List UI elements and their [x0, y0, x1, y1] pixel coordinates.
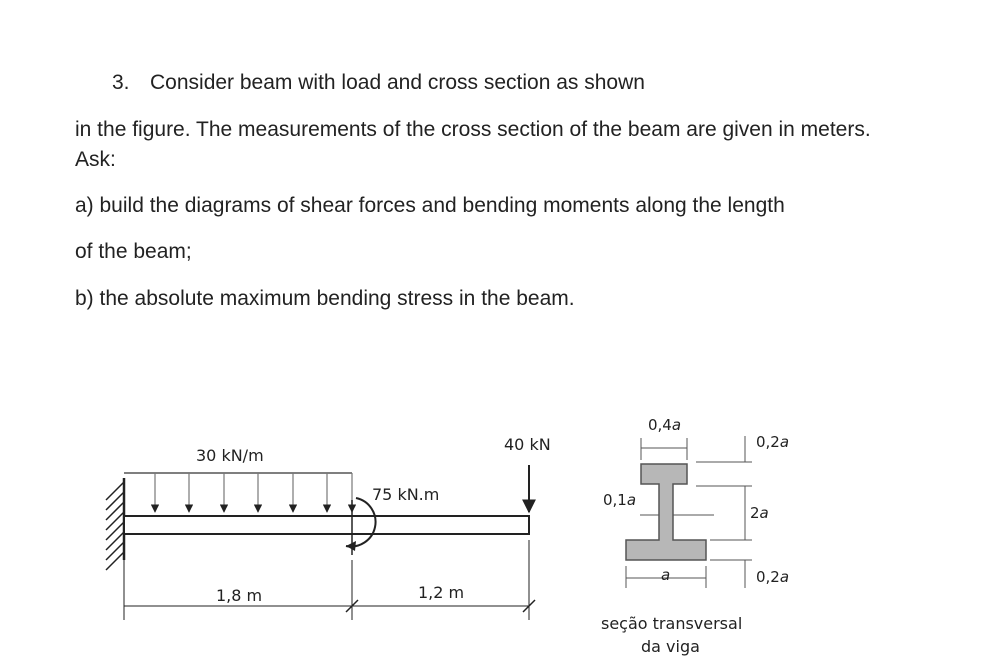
span-2-label: 1,2 m: [418, 583, 465, 602]
distributed-load-label: 30 kN/m: [196, 446, 264, 465]
section-caption-line-1: seção transversal: [601, 614, 743, 633]
problem-line-2: Ask:: [75, 148, 116, 171]
flange-width-label: 0,4a: [648, 416, 682, 434]
point-load-label: 40 kN: [504, 435, 551, 454]
part-a-line-1: a) build the diagrams of shear forces and bending moments along the length: [75, 194, 785, 217]
bottom-flange-thickness-label: 0,2a: [756, 568, 790, 586]
part-a-line-2: of the beam;: [75, 240, 192, 263]
section-dimensions: [626, 436, 752, 588]
bottom-flange-width-label: a: [661, 566, 671, 584]
web-thickness-label: 0,1a: [603, 491, 637, 509]
moment-label: 75 kN.m: [372, 485, 440, 504]
part-b: b) the absolute maximum bending stress in the beam.: [75, 287, 575, 310]
span-dimensions: [124, 540, 535, 620]
distributed-load: [124, 473, 352, 512]
web-height-label: 2a: [750, 504, 769, 522]
i-section: [626, 464, 706, 560]
beam: [124, 516, 529, 534]
fixed-support: [106, 478, 124, 570]
section-caption-line-2: da viga: [641, 637, 700, 656]
problem-intro: Consider beam with load and cross section as shown: [150, 71, 645, 94]
problem-line-1: in the figure. The measurements of the cross section of the beam are given in meters.: [75, 118, 871, 141]
problem-number: 3.: [112, 71, 130, 94]
top-flange-thickness-label: 0,2a: [756, 433, 790, 451]
span-1-label: 1,8 m: [216, 586, 263, 605]
